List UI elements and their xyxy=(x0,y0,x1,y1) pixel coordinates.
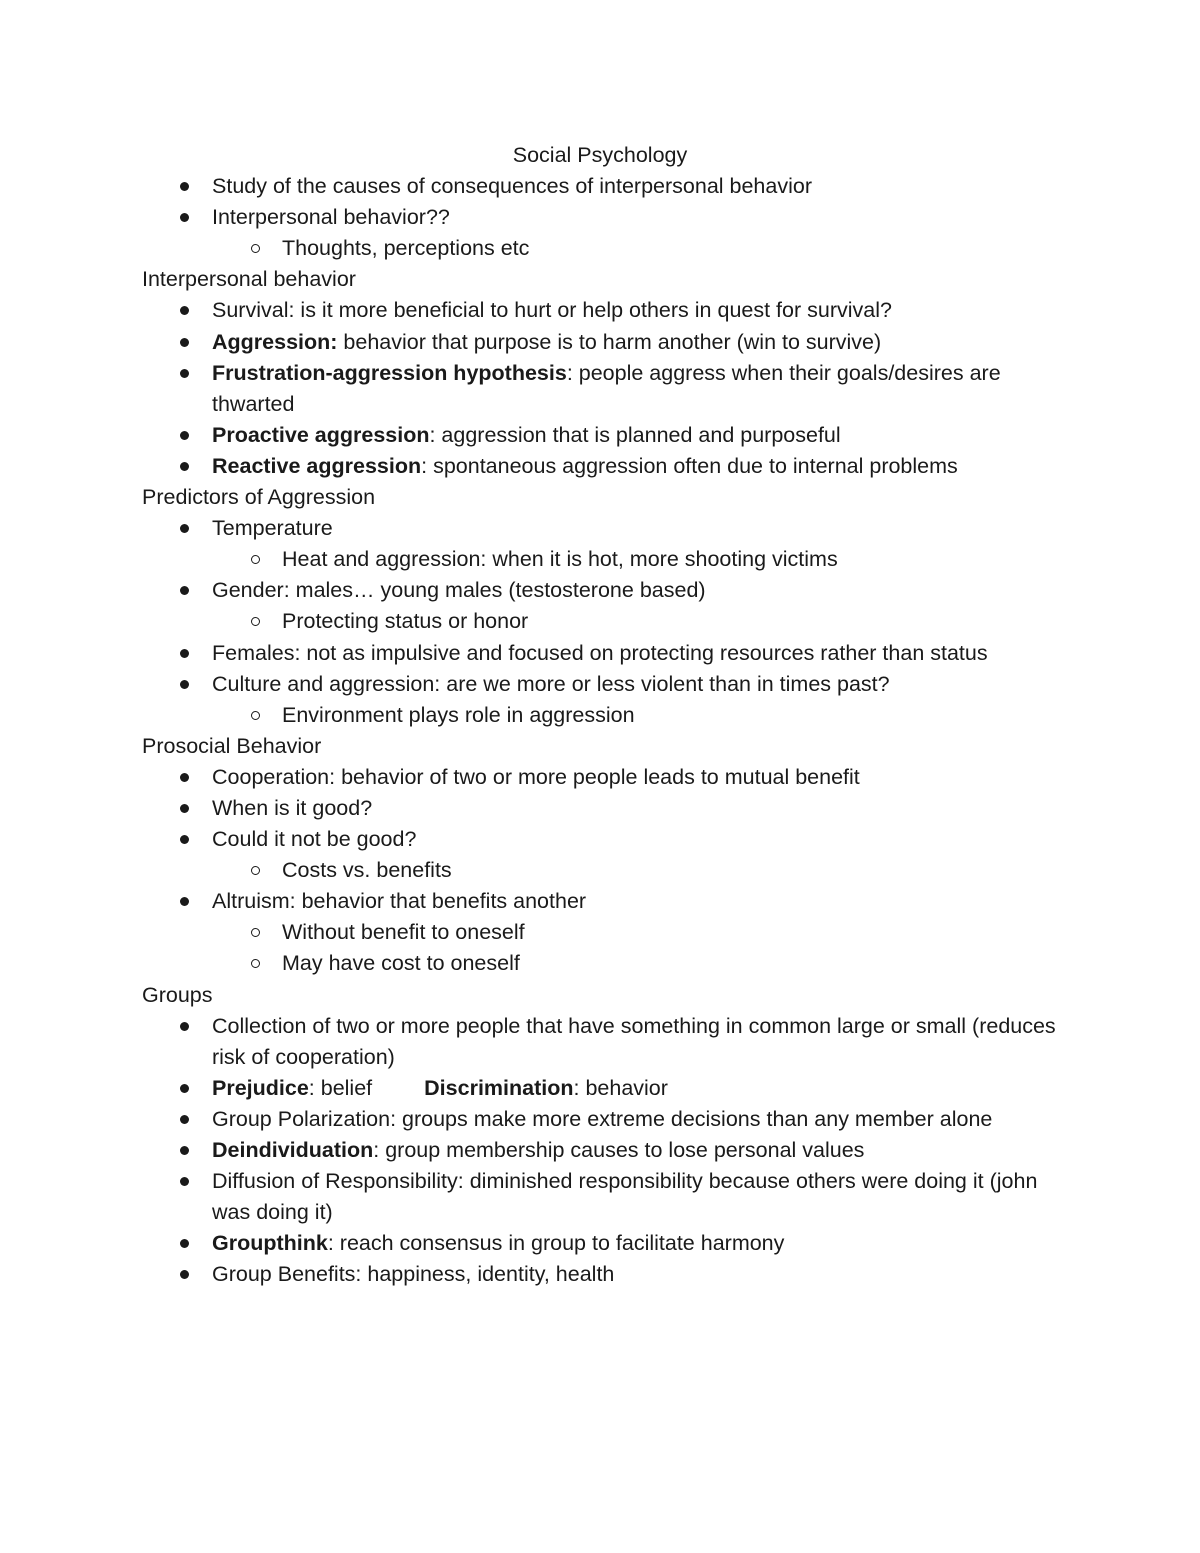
list-item xyxy=(142,1135,1062,1166)
sub-list-item: Without benefit to oneself xyxy=(142,917,1062,948)
definition-text: : aggression that is planned and purposeful xyxy=(429,422,841,447)
list-item: Females: not as impulsive and focused on protecting resources rather than status xyxy=(142,638,1062,669)
list-item xyxy=(142,451,1062,482)
groups-list xyxy=(142,1011,1072,1291)
list-item: Collection of two or more people that have something in common large or small (reduces risk of cooperation) xyxy=(142,1011,1062,1073)
list-item: When is it good? xyxy=(142,793,1062,824)
list-item: Could it not be good? xyxy=(142,824,1062,855)
section-heading-prosocial: Prosocial Behavior xyxy=(142,733,322,758)
term-proactive-aggression: Proactive aggression xyxy=(212,422,430,447)
definition-text: : group membership causes to lose personal values xyxy=(373,1138,865,1162)
list-item xyxy=(142,1228,1062,1259)
definition-text: : spontaneous aggression often due to internal problems xyxy=(421,453,958,478)
sub-list-item: Environment plays role in aggression xyxy=(142,700,1062,731)
list-item: Diffusion of Responsibility: diminished responsibility because others were doing it (john was doing it) xyxy=(142,1166,1062,1228)
list-item xyxy=(142,420,1062,451)
sub-list-item: Heat and aggression: when it is hot, more shooting victims xyxy=(142,544,1062,575)
list-item: Culture and aggression: are we more or less violent than in times past? xyxy=(142,669,1062,700)
list-item: Gender: males… young males (testosterone based) xyxy=(142,575,1062,606)
term-groupthink: Groupthink xyxy=(212,1231,328,1256)
definition-text: : behavior xyxy=(573,1075,668,1100)
list-item: Study of the causes of consequences of interpersonal behavior xyxy=(142,171,1062,202)
list-item xyxy=(142,358,1062,420)
term-deindividuation: Deindividuation xyxy=(212,1138,374,1162)
list-item: Altruism: behavior that benefits another xyxy=(142,886,1062,917)
interpersonal-list xyxy=(142,295,1072,482)
sub-list-item: May have cost to oneself xyxy=(142,948,1062,979)
term-reactive-aggression: Reactive aggression xyxy=(212,453,422,478)
list-item: Temperature xyxy=(142,513,1062,544)
term-prejudice: Prejudice xyxy=(212,1075,309,1100)
term-discrimination: Discrimination xyxy=(424,1075,574,1100)
list-item xyxy=(142,327,1062,358)
prosocial-list xyxy=(142,762,1072,980)
definition-text: : belief xyxy=(308,1075,373,1100)
section-heading-interpersonal: Interpersonal behavior xyxy=(142,267,356,292)
list-item: Cooperation: behavior of two or more people leads to mutual benefit xyxy=(142,762,1062,793)
predictors-list xyxy=(142,513,1072,731)
section-heading-groups: Groups xyxy=(142,982,213,1007)
page-title: Social Psychology xyxy=(512,143,688,167)
intro-list xyxy=(142,171,1072,264)
definition-text: behavior that purpose is to harm another (win to survive) xyxy=(337,329,882,354)
document-body xyxy=(142,140,1072,1290)
section-heading-predictors: Predictors of Aggression xyxy=(142,485,376,510)
definition-text: : people aggress when their goals/desires are thwarted xyxy=(212,360,1001,416)
list-item xyxy=(142,1073,1062,1104)
list-item: Group Benefits: happiness, identity, health xyxy=(142,1259,1062,1290)
term-frustration-aggression: Frustration-aggression hypothesis xyxy=(212,360,567,385)
list-item: Interpersonal behavior?? xyxy=(142,202,1062,233)
list-item: Survival: is it more beneficial to hurt or help others in quest for survival? xyxy=(142,295,1062,326)
term-aggression: Aggression: xyxy=(212,329,338,354)
sub-list-item: Thoughts, perceptions etc xyxy=(142,233,1062,264)
definition-text: : reach consensus in group to facilitate harmony xyxy=(327,1231,785,1256)
list-item: Group Polarization: groups make more extreme decisions than any member alone xyxy=(142,1104,1062,1135)
sub-list-item: Protecting status or honor xyxy=(142,606,1062,637)
sub-list-item: Costs vs. benefits xyxy=(142,855,1062,886)
